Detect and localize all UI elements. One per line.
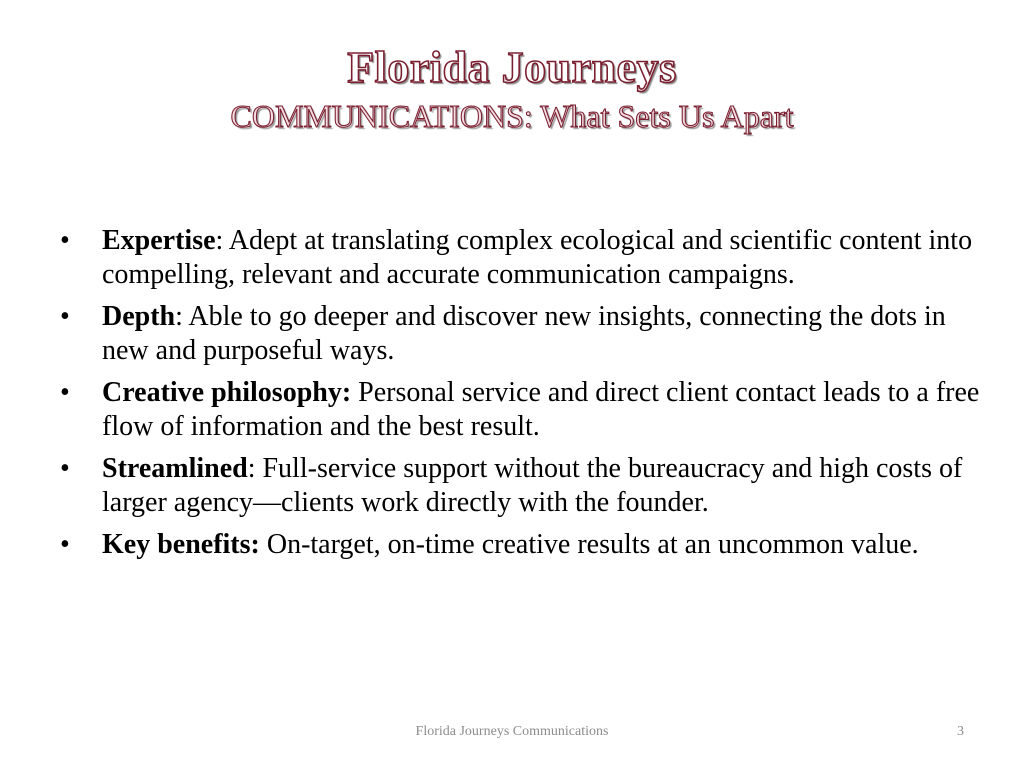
- bullet-separator: [260, 529, 267, 560]
- slide-title: Florida Journeys: [347, 43, 677, 92]
- bullet-text: Full-service support without the bureaucracy and high costs of larger agency—clients work directly with the founder.: [102, 453, 963, 518]
- bullet-item-creative-philosophy: [60, 376, 980, 444]
- bullet-term: Creative philosophy:: [102, 377, 352, 408]
- bullet-text: On-target, on-time creative results at an uncommon value.: [266, 529, 919, 560]
- bullet-term: Key benefits:: [102, 529, 260, 560]
- bullet-dot-icon: •: [60, 301, 70, 332]
- bullet-item-key-benefits: [60, 528, 980, 562]
- slide-subtitle: COMMUNICATIONS: What Sets Us Apart: [230, 98, 794, 134]
- bullet-item-depth: [60, 300, 980, 368]
- slide-footer: Florida Journeys Communications: [415, 724, 609, 739]
- bullet-item-expertise: [60, 224, 980, 292]
- bullet-text: Adept at translating complex ecological and scientific content into compelling, relevant and accurate communication campaigns.: [102, 225, 973, 290]
- title-block: [0, 40, 1024, 136]
- bullet-item-streamlined: [60, 452, 980, 520]
- bullet-separator: :: [247, 453, 263, 484]
- bullet-dot-icon: •: [60, 453, 70, 484]
- bullet-list: [60, 224, 980, 570]
- bullet-term: Expertise: [102, 225, 216, 256]
- bullet-separator: :: [175, 301, 189, 332]
- bullet-text: Personal service and direct client contact leads to a free flow of information and the best result.: [102, 377, 980, 442]
- bullet-dot-icon: •: [60, 529, 70, 560]
- bullet-separator: :: [215, 225, 229, 256]
- bullet-dot-icon: •: [60, 225, 70, 256]
- bullet-dot-icon: •: [60, 377, 70, 408]
- bullet-text: Able to go deeper and discover new insights, connecting the dots in new and purposeful ways.: [102, 301, 946, 366]
- bullet-term: Depth: [102, 301, 176, 332]
- bullet-term: Streamlined: [102, 453, 248, 484]
- page-number: 3: [957, 724, 964, 739]
